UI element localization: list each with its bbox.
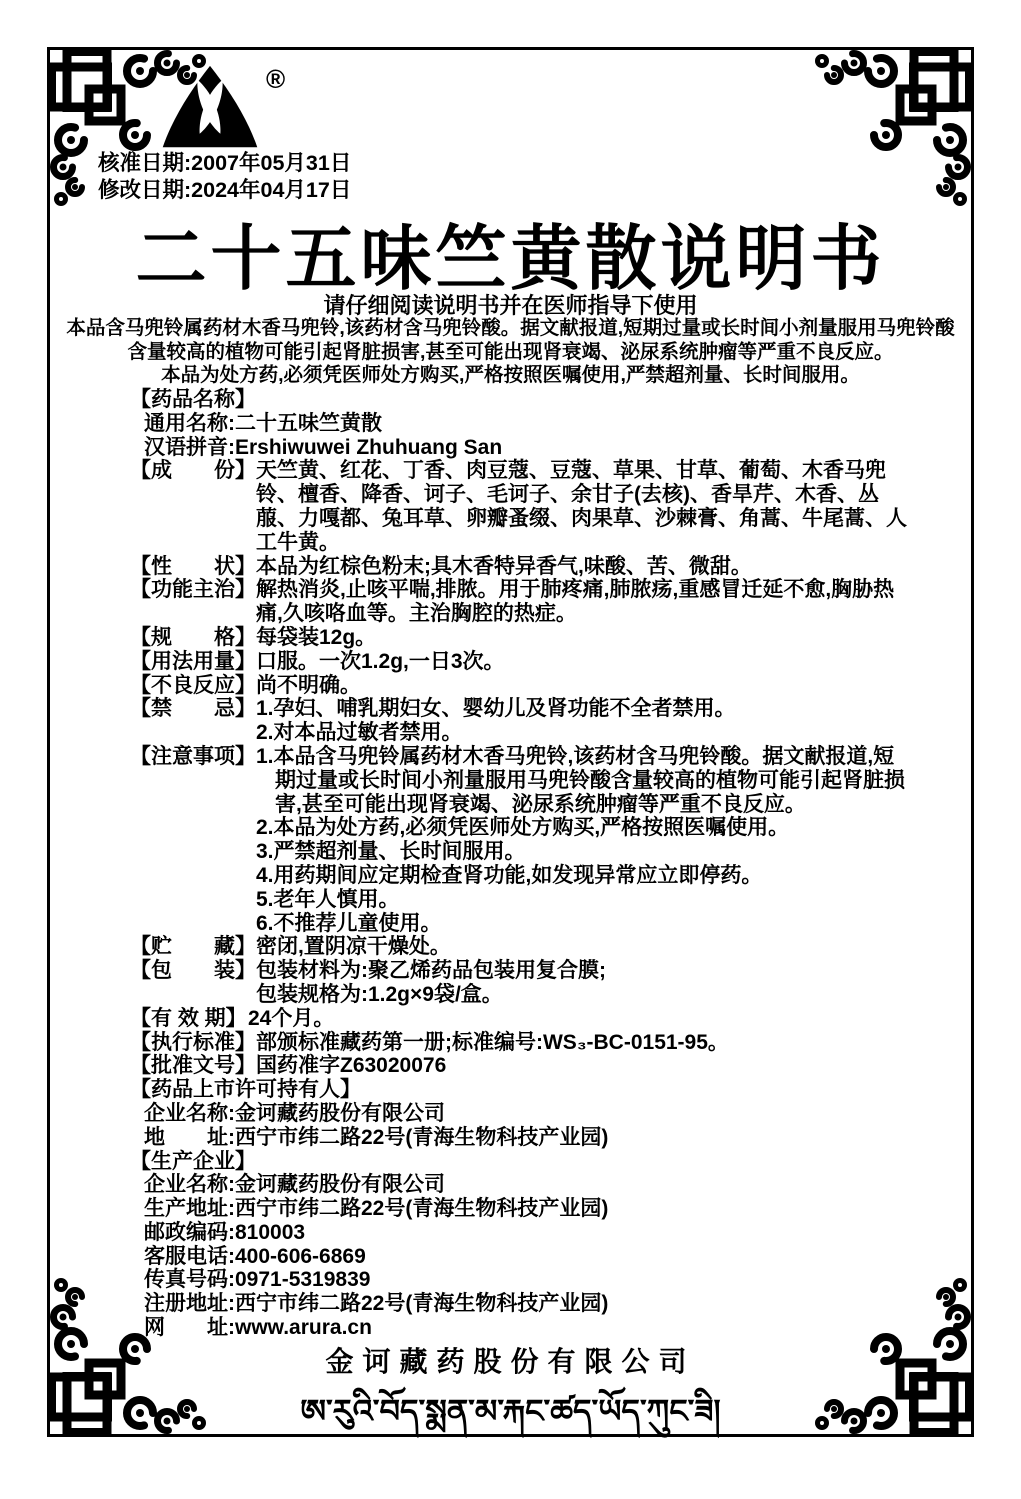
section-row-5 [130, 578, 908, 626]
section-label: 【功能主治】 [130, 578, 256, 602]
list-item: 1.孕妇、哺乳期妇女、婴幼儿及肾功能不全者禁用。 [256, 697, 736, 721]
section-label: 【药品名称】 [130, 388, 256, 411]
warning-line: 含量较高的植物可能引起肾脏损害,甚至可能出现肾衰竭、泌尿系统肿瘤等严重不良反应。 [127, 340, 894, 363]
list-item: 1.本品含马兜铃属药材木香马兜铃,该药材含马兜铃酸。据文献报道,短期过量或长时间小剂量服用马兜铃酸含量较高的植物可能引起肾脏损害,甚至可能出现肾衰竭、泌尿系统肿瘤等严重不良反应。 [256, 744, 905, 816]
date-block [98, 150, 351, 204]
section-row-26: 网 址:www.arura.cn [144, 1316, 372, 1340]
section-row-8 [130, 674, 908, 698]
section-row-19 [130, 1150, 908, 1174]
section-label: 【执行标准】 [130, 1030, 256, 1054]
section-content: 口服。一次1.2g,一日3次。 [256, 649, 505, 673]
section-row-9 [130, 697, 908, 745]
section-content [256, 697, 908, 745]
section-row-4 [130, 555, 908, 579]
section-row-20: 企业名称:金诃藏药股份有限公司 [144, 1173, 445, 1197]
section-row-3 [130, 459, 908, 554]
section-row-1: 通用名称:二十五味竺黄散 [144, 411, 382, 435]
section-row-11 [130, 935, 908, 959]
section-label: 【批准文号】 [130, 1054, 256, 1078]
section-row-7 [130, 650, 908, 674]
list-item: 5.老年人慎用。 [256, 887, 400, 911]
section-label: 【包 装】 [130, 959, 256, 983]
section-row-24: 传真号码:0971-5319839 [144, 1268, 371, 1292]
section-content: 解热消炎,止咳平喘,排脓。用于肺疼痛,肺脓疡,重感冒迁延不愈,胸胁热痛,久咳咯血等。主治胸腔的热症。 [256, 578, 895, 626]
content-line: 包装规格为:1.2g×9袋/盒。 [256, 982, 503, 1006]
registered-trademark-icon: ® [266, 64, 286, 94]
content-line: 包装材料为:聚乙烯药品包装用复合膜; [256, 959, 606, 983]
list-item: 2.对本品过敏者禁用。 [256, 721, 463, 745]
section-row-0 [130, 388, 908, 412]
section-content: 天竺黄、红花、丁香、肉豆蔻、豆蔻、草果、甘草、葡萄、木香马兜铃、檀香、降香、诃子、毛诃子、余甘子(去核)、香旱芹、木香、丛菔、力嘎都、兔耳草、卵瓣蚤缀、肉果草、沙棘膏、角蒿、牛尾蒿、人工牛黄。 [256, 459, 907, 554]
tibetan-company-name: ཨ་རུའི་བོད་སྨན་མ་རྐང་ཚད་ཡོད་ཀུང་ཟི། [300, 1393, 721, 1429]
section-label: 【注意事项】 [130, 744, 256, 768]
section-row-21: 生产地址:西宁市纬二路22号(青海生物科技产业园) [144, 1197, 609, 1221]
section-content [256, 959, 908, 1007]
section-label: 【成 份】 [130, 459, 256, 483]
section-row-22: 邮政编码:810003 [144, 1220, 306, 1244]
page-title: 二十五味竺黄散说明书 [135, 220, 886, 299]
border-line-top [205, 47, 816, 50]
border-line-left [47, 205, 50, 1279]
section-row-17: 企业名称:金诃藏药股份有限公司 [144, 1101, 445, 1125]
section-label: 【禁 忌】 [130, 697, 256, 721]
section-label: 【药品上市许可持有人】 [130, 1078, 361, 1102]
list-item: 6.不推荐儿童使用。 [256, 911, 442, 935]
black-box-warning [60, 317, 961, 388]
section-row-13 [130, 1007, 908, 1031]
brand-logo-icon [158, 64, 262, 151]
section-row-14 [130, 1031, 908, 1055]
section-content: 本品为红棕色粉末;具木香特异香气,味酸、苦、微甜。 [256, 554, 752, 578]
section-label: 【用法用量】 [130, 649, 256, 673]
section-content: 密闭,置阴凉干燥处。 [256, 935, 451, 959]
corner-ornament-icon [814, 47, 974, 207]
section-content [256, 745, 908, 935]
list-item: 2.本品为处方药,必须凭医师处方购买,严格按照医嘱使用。 [256, 816, 790, 840]
section-row-2: 汉语拼音:Ershiwuwei Zhuhuang San [144, 435, 503, 459]
section-row-15 [130, 1054, 908, 1078]
approval-date: 核准日期:2007年05月31日 [98, 151, 352, 175]
section-label: 【贮 藏】 [130, 935, 256, 959]
revision-date: 修改日期:2024年04月17日 [98, 178, 352, 202]
leaflet-body [130, 388, 908, 1340]
section-content: 国药准字Z63020076 [256, 1054, 447, 1078]
section-label: 【规 格】 [130, 625, 256, 649]
border-line-right [971, 205, 974, 1279]
company-name: 金诃藏药股份有限公司 [325, 1346, 696, 1377]
section-row-23: 客服电话:400-606-6869 [144, 1244, 366, 1268]
warning-line: 本品为处方药,必须凭医师处方购买,严格按照医嘱使用,严禁超剂量、长时间服用。 [161, 364, 860, 386]
section-row-18: 地 址:西宁市纬二路22号(青海生物科技产业园) [144, 1125, 609, 1149]
warning-line: 本品含马兜铃属药材木香马兜铃,该药材含马兜铃酸。据文献报道,短期过量或长时间小剂量服用马兜铃酸 [66, 317, 955, 339]
section-label: 【性 状】 [130, 554, 256, 578]
usage-notice: 请仔细阅读说明书并在医师指导下使用 [323, 293, 698, 318]
section-content: 24个月。 [248, 1006, 335, 1030]
list-item: 4.用药期间应定期检查肾功能,如发现异常应立即停药。 [256, 863, 763, 887]
section-row-25: 注册地址:西宁市纬二路22号(青海生物科技产业园) [144, 1292, 609, 1316]
section-label: 【不良反应】 [130, 673, 256, 697]
section-label: 【有 效 期】 [130, 1006, 247, 1030]
list-item: 3.严禁超剂量、长时间服用。 [256, 840, 526, 864]
section-label: 【生产企业】 [130, 1149, 256, 1173]
section-content: 每袋装12g。 [256, 625, 377, 649]
section-row-16 [130, 1078, 908, 1102]
section-content: 部颁标准藏药第一册;标准编号:WS₃-BC-0151-95。 [256, 1030, 729, 1054]
section-row-12 [130, 959, 908, 1007]
section-content: 尚不明确。 [256, 673, 361, 697]
section-row-10 [130, 745, 908, 935]
section-row-6 [130, 626, 908, 650]
